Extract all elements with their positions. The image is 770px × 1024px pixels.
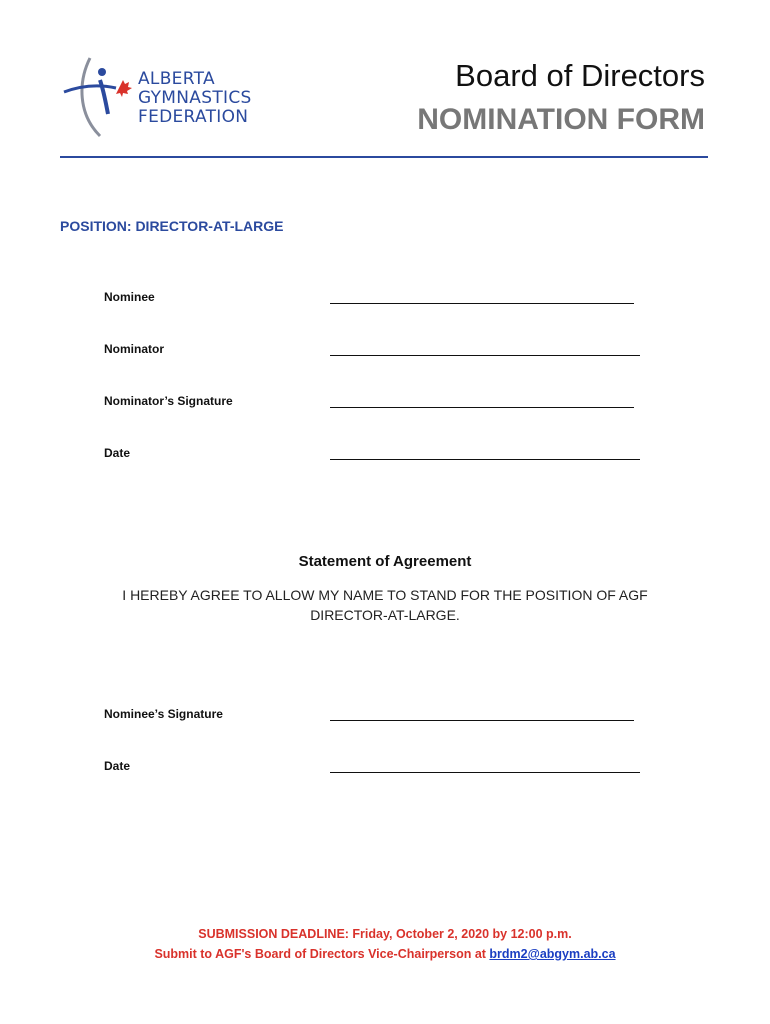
position-heading: POSITION: DIRECTOR-AT-LARGE (60, 218, 284, 234)
agf-logo (60, 52, 260, 142)
nominee-signature-field[interactable] (330, 720, 634, 721)
submission-footer (0, 924, 770, 964)
submit-line (0, 944, 770, 964)
date-label-2: Date (104, 759, 131, 773)
header-divider (60, 156, 708, 158)
submit-prefix: Submit to AGF's Board of Directors Vice-Chairperson at (154, 947, 490, 961)
gymnast-logo-icon (60, 52, 140, 142)
logo-wordmark (138, 70, 252, 127)
statement-title: Statement of Agreement (298, 553, 472, 570)
nominator-label: Nominator (104, 342, 164, 356)
nominator-field[interactable] (330, 355, 640, 356)
title-block (417, 58, 705, 140)
nominee-field[interactable] (330, 303, 634, 304)
nominee-signature-label: Nominee’s Signature (104, 707, 223, 721)
page-title: Board of Directors (455, 58, 705, 93)
date-label: Date (104, 446, 131, 460)
email-link[interactable]: brdm2@abgym.ab.ca (489, 947, 616, 961)
nominator-signature-field[interactable] (330, 407, 634, 408)
logo-line-1: ALBERTA (138, 69, 215, 89)
nominee-label: Nominee (104, 290, 155, 304)
statement-text: I HEREBY AGREE TO ALLOW MY NAME TO STAND FOR THE POSITION OF AGF DIRECTOR-AT-LARGE. (122, 587, 648, 623)
nominator-signature-label: Nominator’s Signature (104, 394, 233, 408)
logo-line-3: FEDERATION (138, 107, 249, 127)
deadline-text: SUBMISSION DEADLINE: Friday, October 2, 2020 by 12:00 p.m. (198, 927, 572, 941)
date-field[interactable] (330, 459, 640, 460)
page-subtitle: NOMINATION FORM (417, 103, 705, 136)
date-field-2[interactable] (330, 772, 640, 773)
logo-line-2: GYMNASTICS (138, 88, 252, 108)
